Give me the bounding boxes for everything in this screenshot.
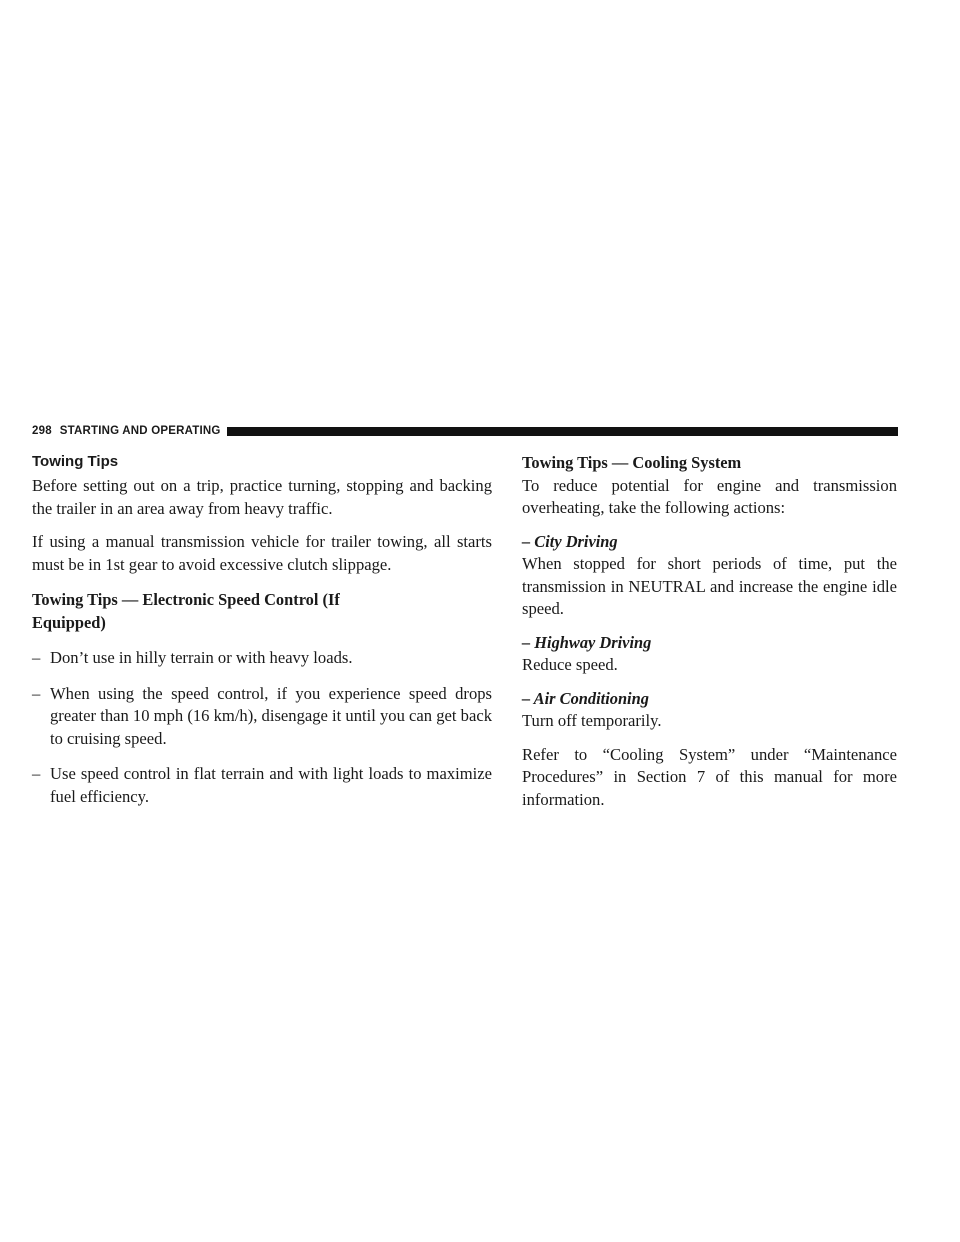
bullet-dash: – xyxy=(32,648,41,667)
list-item xyxy=(32,763,492,808)
list-item xyxy=(32,647,492,670)
list-item xyxy=(32,683,492,751)
section-title: STARTING AND OPERATING xyxy=(59,425,221,437)
speed-control-heading-line1: Towing Tips — Electronic Speed Control (If xyxy=(32,590,340,609)
bullet-text: When using the speed control, if you experience speed drops greater than 10 mph (16 km/h), disengage it until you can get back to cruising speed. xyxy=(50,683,492,748)
city-driving-label: – City Driving xyxy=(522,531,618,551)
paragraph-manual-transmission: If using a manual transmission vehicle for trailer towing, all starts must be in 1st gear to avoid excessive clutch slippage. xyxy=(32,532,492,574)
paragraph-refer-maintenance: Refer to “Cooling System” under “Maintenance Procedures” in Section 7 of this manual for more information. xyxy=(522,744,897,809)
bullet-dash: – xyxy=(32,683,41,703)
paragraph-practice: Before setting out on a trip, practice turning, stopping and backing the trailer in an area away from heavy traffic. xyxy=(32,476,492,518)
cooling-system-heading: Towing Tips — Cooling System xyxy=(522,453,742,472)
page-header xyxy=(32,423,898,439)
speed-control-heading-line2: Equipped) xyxy=(32,612,106,632)
page-number: 298 xyxy=(32,425,52,437)
header-rule xyxy=(227,427,898,436)
city-driving-text: When stopped for short periods of time, put the transmission in NEUTRAL and increase the engine idle speed. xyxy=(522,554,897,618)
air-conditioning-label: – Air Conditioning xyxy=(522,688,649,708)
highway-driving-text: Reduce speed. xyxy=(522,655,618,674)
highway-driving-label: – Highway Driving xyxy=(522,632,652,652)
paragraph-cooling-intro: To reduce potential for engine and transmission overheating, take the following actions: xyxy=(522,475,897,517)
left-column xyxy=(32,452,492,808)
towing-tips-heading: Towing Tips xyxy=(32,453,119,470)
bullet-text: Don’t use in hilly terrain or with heavy loads. xyxy=(50,648,353,667)
air-conditioning-text: Turn off temporarily. xyxy=(522,711,662,730)
right-column xyxy=(522,452,897,811)
bullet-dash: – xyxy=(32,764,41,783)
bullet-text: Use speed control in flat terrain and with light loads to maximize fuel efficiency. xyxy=(50,764,492,806)
speed-control-heading xyxy=(32,589,492,634)
